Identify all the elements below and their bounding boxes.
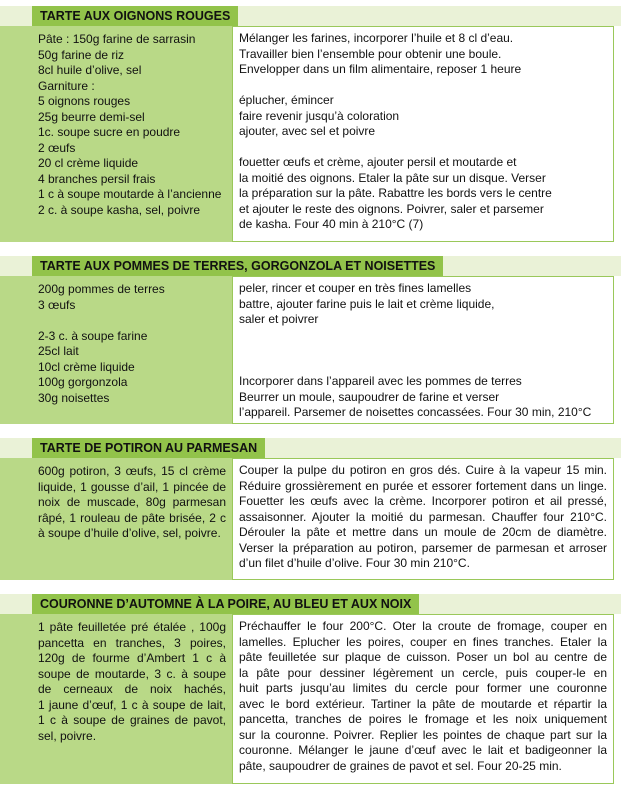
step-line: Verser la préparation au potiron, parsemer de parmesan et arroser	[239, 540, 607, 555]
ingredient-line: 100g gorgonzola	[38, 375, 128, 389]
ingredients-list	[0, 458, 232, 580]
steps-text	[232, 26, 614, 242]
step-line: Réduire grossièrement en purée et essorer fortement dans un linge.	[239, 478, 607, 493]
step-line: la préparation sur la pâte. Rabattre les bords vers le centre	[239, 186, 552, 200]
ingredient-line: 30g noisettes	[38, 390, 110, 405]
step-line: Envelopper dans un film alimentaire, reposer 1 heure	[239, 62, 522, 76]
step-line: la moitié des oignons. Etaler la pâte sur un disque. Verser	[239, 170, 546, 185]
ingredient-line: 4 branches persil frais	[38, 171, 156, 186]
ingredient-line: 120g de fourme d’Ambert 1 c à	[38, 651, 226, 665]
ingredient-line: 1 c à soupe moutarde à l’ancienne	[38, 187, 222, 201]
step-line: Incorporer dans l’appareil avec les pommes de terres	[239, 374, 522, 388]
step-line: Préchauffer le four 200°C. Oter la croute de fromage, couper en	[239, 619, 607, 633]
ingredients-list	[0, 26, 232, 242]
ingredient-line: Garniture :	[38, 78, 95, 93]
step-line	[239, 343, 607, 359]
step-line: la pâte pour dessiner légèrement un cercle, puis couper-le en	[239, 665, 607, 680]
ingredient-line: Pâte : 150g farine de sarrasin	[38, 32, 196, 46]
step-line	[239, 328, 607, 344]
step-line: assaisonner. Ajouter la moitié du parmesan. Chauffer four 210°C.	[239, 509, 607, 524]
ingredient-line: 200g pommes de terres	[38, 282, 165, 296]
ingredient-line: à soupe d’huile d’olive, sel, poivre.	[38, 526, 221, 540]
ingredient-line: 600g potiron, 3 œufs, 15 cl crème	[38, 464, 226, 478]
ingredient-line: 1 c à soupe de graines de pavot,	[38, 713, 226, 727]
ingredient-line: 2 œufs	[38, 140, 76, 155]
ingredient-line: 3 œufs	[38, 297, 76, 312]
steps-text	[232, 458, 614, 580]
ingredient-line: 1 pâte feuilletée pré étalée , 100g	[38, 620, 226, 634]
ingredient-line: liquide, 1 gousse d’ail, 1 pincée de	[38, 479, 226, 494]
step-line: battre, ajouter farine puis le lait et crème liquide,	[239, 296, 495, 311]
ingredient-line: 10cl crème liquide	[38, 359, 135, 374]
step-line	[239, 140, 607, 156]
step-line: couronne. Mélanger le jaune d’œuf avec le lait et badigeonner la	[239, 743, 607, 757]
step-line: ajouter, avec sel et poivre	[239, 124, 376, 138]
ingredient-line: pancetta en tranches, 3 poires,	[38, 635, 226, 650]
ingredients-list	[0, 614, 232, 784]
ingredient-line	[38, 313, 232, 329]
ingredient-line: 5 oignons rouges	[38, 94, 131, 108]
step-line: Fouetter les œufs avec la crème. Incorporer potiron et ail pressé,	[239, 494, 607, 508]
step-line: pâte, saupoudrer de graines de pavot et sel. Four 20-25 min.	[239, 758, 562, 773]
step-line: avec le bord extérieur. Tartiner la pâte de moutarde et répartir la	[239, 696, 607, 711]
ingredient-line: 50g farine de riz	[38, 47, 125, 62]
ingredient-line: 8cl huile d’olive, sel	[38, 63, 142, 77]
ingredient-line: 1 jaune d’œuf, 1 c à soupe de lait,	[38, 697, 226, 712]
step-line: sur la couronne. Poivrer. Replier les pointes de chaque part sur la	[239, 727, 607, 742]
step-line: Couper la pulpe du potiron en gros dés. Cuire à la vapeur 15 min.	[239, 463, 607, 477]
step-line: fouetter œufs et crème, ajouter persil et moutarde et	[239, 155, 517, 169]
ingredient-line: râpé, 1 rouleau de pâte brisée, 2 c	[38, 510, 226, 525]
step-line: Travailler bien l’ensemble pour obtenir une boule.	[239, 46, 502, 61]
ingredient-line: 2-3 c. à soupe farine	[38, 328, 148, 343]
ingredient-line: 2 c. à soupe kasha, sel, poivre	[38, 202, 201, 217]
ingredient-line: 20 cl crème liquide	[38, 156, 139, 170]
ingredient-line: 25cl lait	[38, 344, 79, 358]
ingredient-line: sel, poivre.	[38, 728, 97, 743]
step-line: pancetta, tranches de poires le fromage et les noix uniquement	[239, 712, 607, 726]
recipe-title: TARTE AUX POMMES DE TERRES, GORGONZOLA ET NOISETTES	[32, 256, 443, 276]
recipe-title: COURONNE D’AUTOMNE À LA POIRE, AU BLEU ET AUX NOIX	[32, 594, 419, 614]
ingredient-line: 1c. soupe sucre en poudre	[38, 125, 181, 139]
step-line	[239, 359, 607, 375]
recipe-title: TARTE DE POTIRON AU PARMESAN	[32, 438, 265, 458]
step-line: Mélanger les farines, incorporer l’huile et 8 cl d’eau.	[239, 31, 514, 45]
ingredient-line: de cerneaux de noix hachés,	[38, 682, 226, 696]
step-line: peler, rincer et couper en très fines lamelles	[239, 281, 472, 295]
steps-text	[232, 614, 614, 784]
step-line: huit parts jusqu’au limites du cercle pour former une couronne	[239, 681, 607, 695]
step-line: de kasha. Four 40 min à 210°C (7)	[239, 217, 424, 231]
step-line: l’appareil. Parsemer de noisettes concassées. Four 30 min, 210°C	[239, 405, 592, 419]
step-line	[239, 78, 607, 94]
ingredient-line: 25g beurre demi-sel	[38, 109, 145, 124]
step-line: Dérouler la pâte et mettre dans un moule de 20cm de diamètre.	[239, 525, 607, 539]
ingredient-line: noix de muscade, 80g parmesan	[38, 495, 226, 509]
ingredients-list	[0, 276, 232, 424]
steps-text	[232, 276, 614, 424]
recipe-title: TARTE AUX OIGNONS ROUGES	[32, 6, 238, 26]
ingredient-line: soupe de moutarde, 3 c. à soupe	[38, 666, 226, 681]
step-line: Beurrer un moule, saupoudrer de farine et verser	[239, 389, 500, 404]
step-line: saler et poivrer	[239, 312, 319, 326]
step-line: faire revenir jusqu’à coloration	[239, 108, 400, 123]
step-line: éplucher, émincer	[239, 93, 334, 107]
step-line: d’un filet d’huile d’olive. Four 30 min 210°C.	[239, 556, 470, 570]
step-line: lamelles. Eplucher les poires, couper en fines tranches. Etaler la	[239, 634, 607, 649]
step-line: pâte feuilletée sur plaque de cuisson. Poser un bol au centre de	[239, 650, 607, 664]
step-line: et ajouter le reste des oignons. Poivrer, saler et parsemer	[239, 201, 544, 216]
